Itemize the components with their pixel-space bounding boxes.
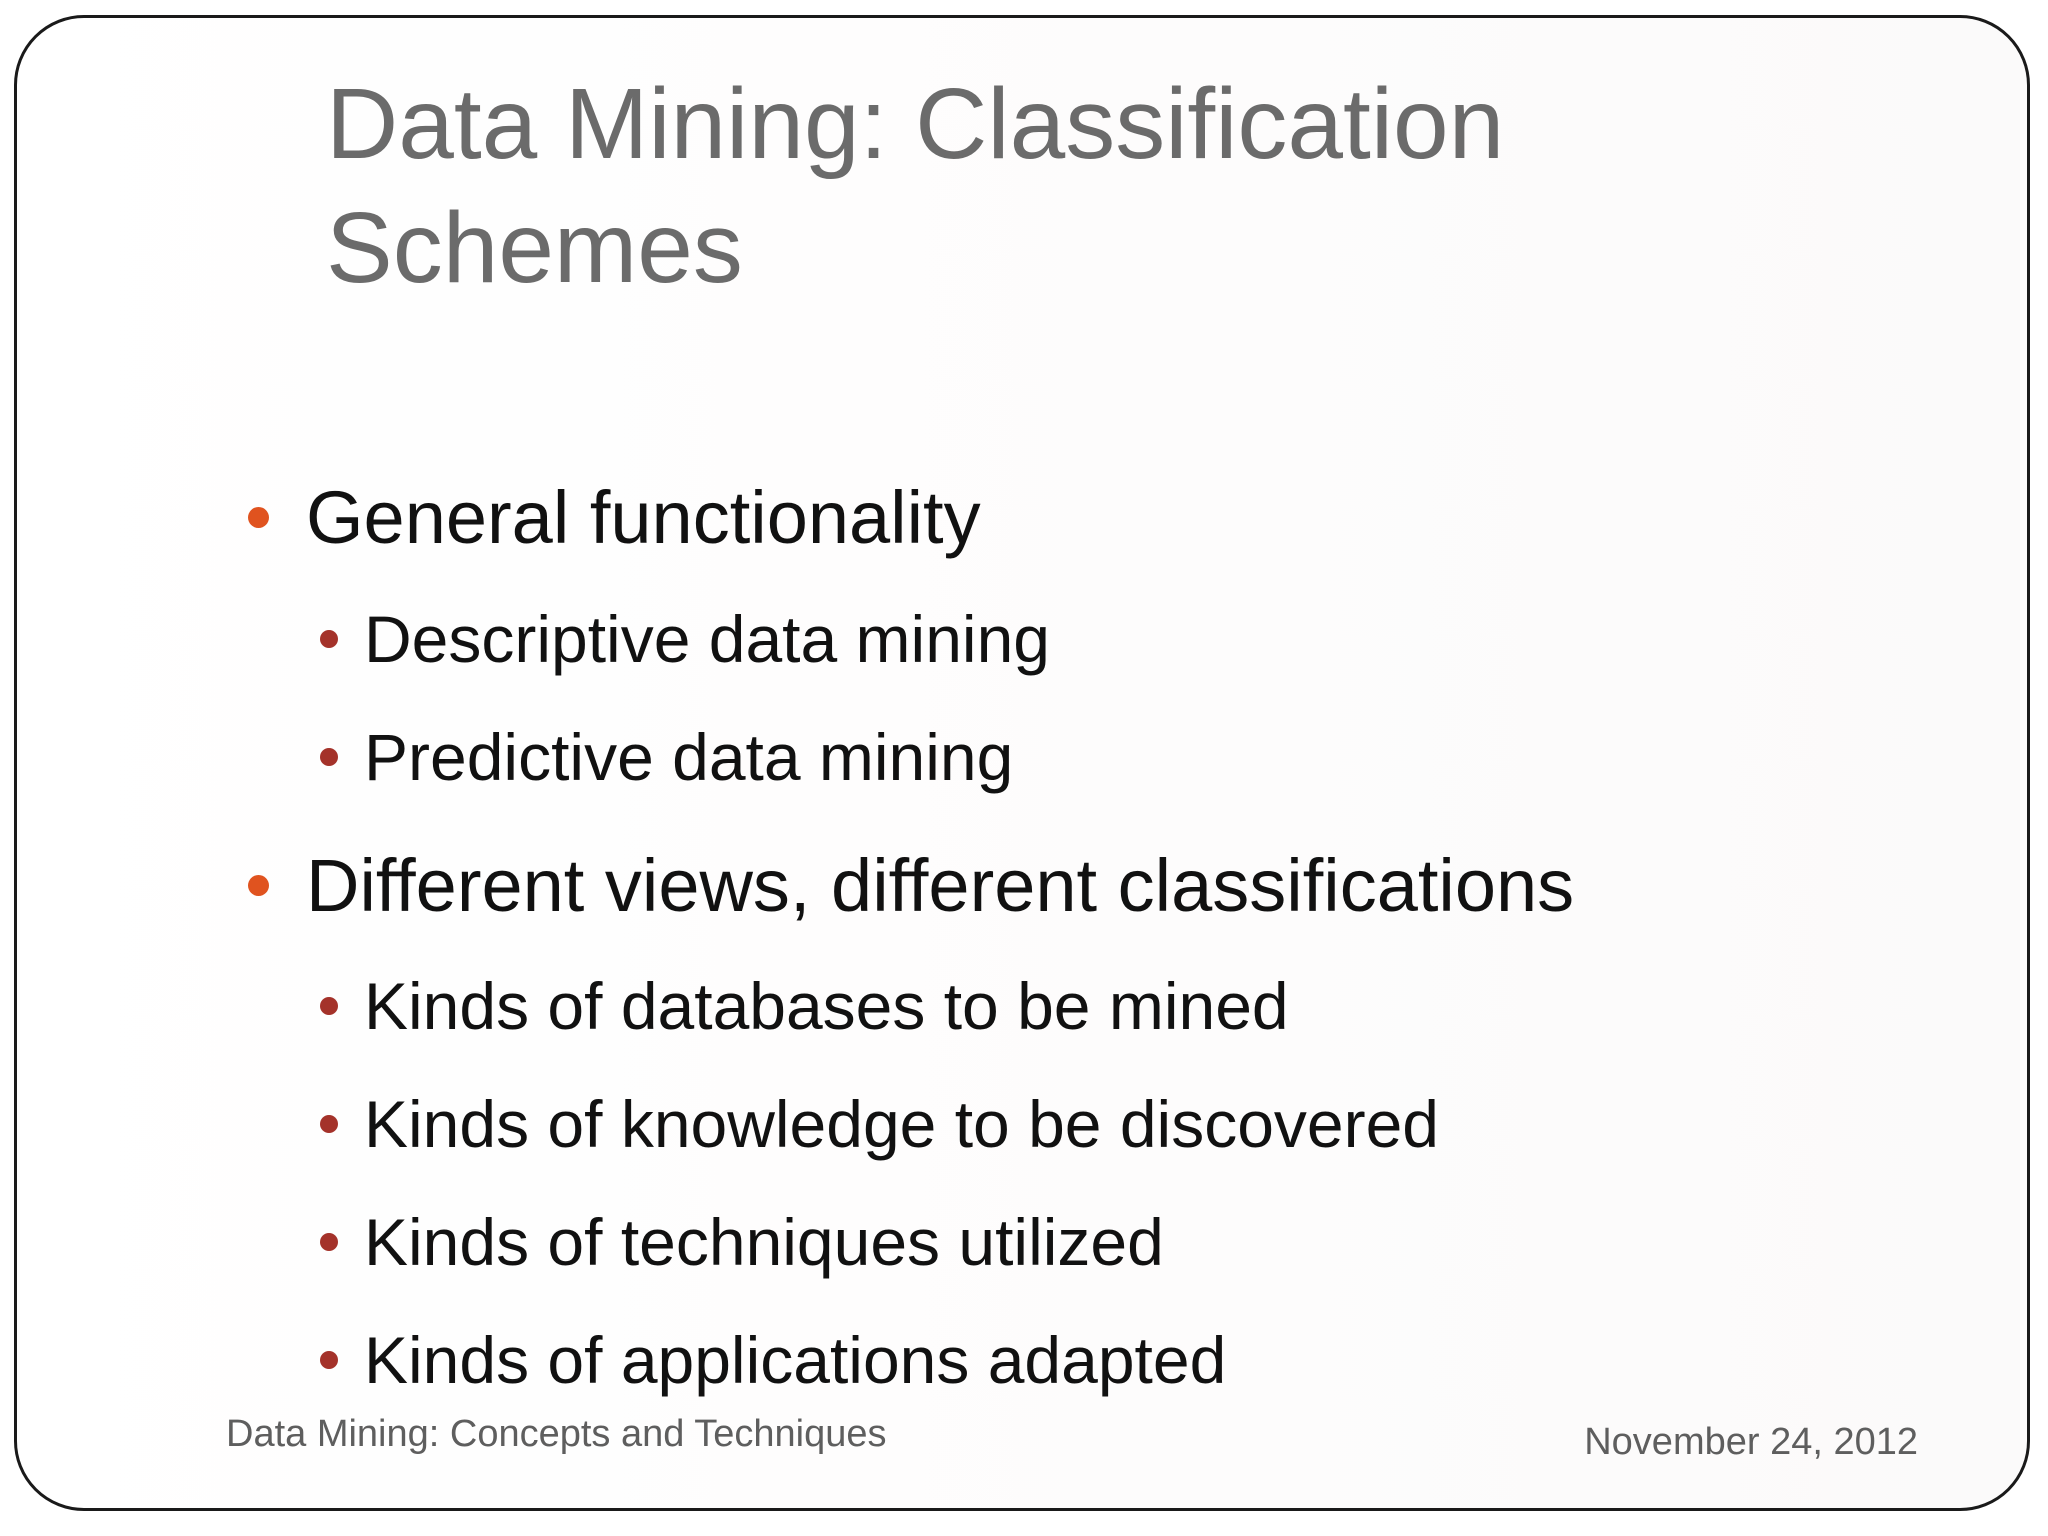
- sub-bullet-text: Predictive data mining: [364, 720, 1014, 794]
- bullet-text: Different views, different classifications: [306, 843, 1575, 927]
- footer-date: November 24, 2012: [1584, 1421, 1918, 1463]
- sub-bullet-text: Kinds of databases to be mined: [364, 969, 1289, 1043]
- slide-title-line-2: Schemes: [326, 192, 743, 304]
- sub-bullet-text: Kinds of applications adapted: [364, 1323, 1227, 1397]
- sub-bullet-text: Kinds of techniques utilized: [364, 1205, 1164, 1279]
- slide-title: [326, 62, 1926, 310]
- sub-bullet-text: Kinds of knowledge to be discovered: [364, 1087, 1440, 1161]
- sub-bullet-text: Descriptive data mining: [364, 602, 1050, 676]
- footer-course-title: Data Mining: Concepts and Techniques: [226, 1413, 887, 1455]
- bullet-text: General functionality: [306, 475, 981, 559]
- slide-title-line-1: Data Mining: Classification: [326, 68, 1505, 180]
